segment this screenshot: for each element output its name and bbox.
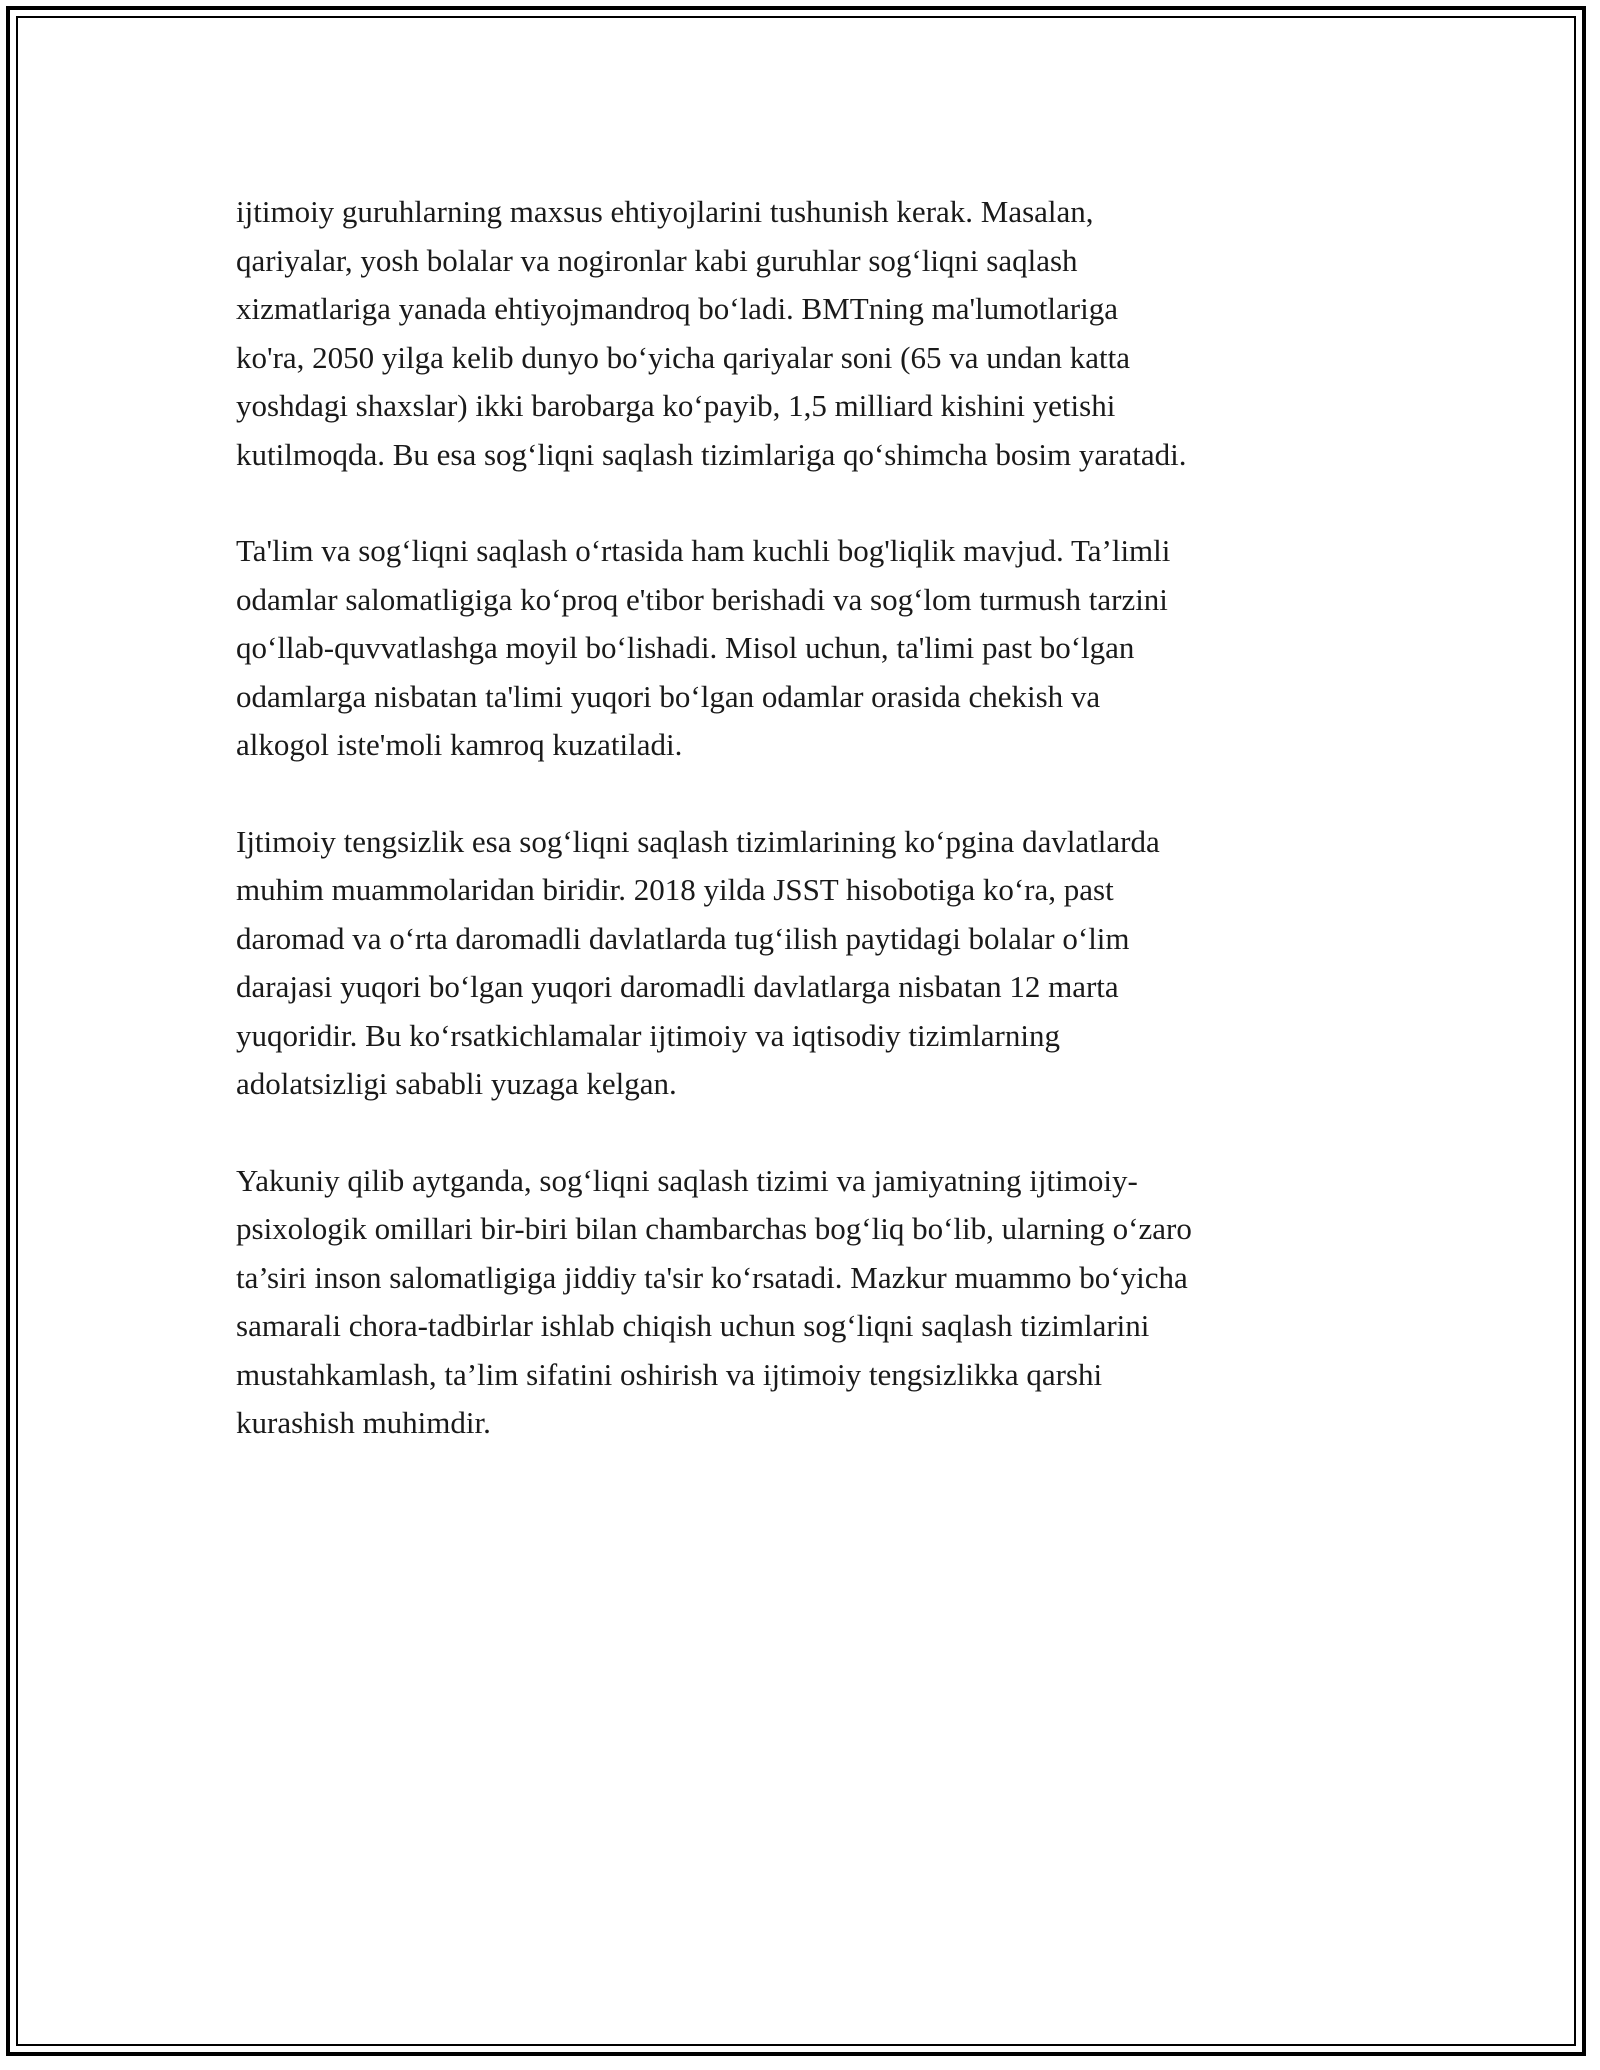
text-line: Yakuniy qilib aytganda, sog‘liqni saqlash tizimi va jamiyatning ijtimoiy-	[236, 1162, 1138, 1198]
text-line: psixologik omillari bir-biri bilan chambarchas bog‘liq bo‘lib, ularning o‘zaro	[236, 1211, 1192, 1246]
text-line: odamlarga nisbatan ta'limi yuqori bo‘lgan odamlar orasida chekish va	[236, 678, 1101, 714]
text-line: xizmatlariga yanada ehtiyojmandroq bo‘ladi. BMTning ma'lumotlariga	[236, 291, 1118, 326]
text-line: mustahkamlash, ta’lim sifatini oshirish va ijtimoiy tengsizlikka qarshi	[236, 1356, 1103, 1392]
text-line: ta’siri inson salomatligiga jiddiy ta'sir ko‘rsatadi. Mazkur muammo bo‘yicha	[236, 1259, 1188, 1295]
text-line: qariyalar, yosh bolalar va nogironlar kabi guruhlar sog‘liqni saqlash	[236, 242, 1078, 278]
paragraph-conclusion	[236, 1157, 1376, 1448]
text-line: daromad va o‘rta daromadli davlatlarda tug‘ilish paytidagi bolalar o‘lim	[236, 920, 1130, 956]
text-line: yuqoridir. Bu ko‘rsatkichlamalar ijtimoiy va iqtisodiy tizimlarning	[236, 1017, 1060, 1053]
text-line: kurashish muhimdir.	[236, 1405, 491, 1440]
text-line: ijtimoiy guruhlarning maxsus ehtiyojlarini tushunish kerak. Masalan,	[236, 194, 1094, 229]
text-line: odamlar salomatligiga ko‘proq e'tibor berishadi va sog‘lom turmush tarzini	[236, 581, 1168, 617]
text-line: Ijtimoiy tengsizlik esa sog‘liqni saqlash tizimlarining ko‘pgina davlatlarda	[236, 823, 1160, 859]
text-line: alkogol iste'moli kamroq kuzatiladi.	[236, 727, 683, 762]
text-line: Ta'lim va sog‘liqni saqlash o‘rtasida ham kuchli bog'liqlik mavjud. Ta’limli	[236, 533, 1171, 568]
text-line: yoshdagi shaxslar) ikki barobarga ko‘payib, 1,5 milliard kishini yetishi	[236, 388, 1116, 423]
text-line: darajasi yuqori bo‘lgan yuqori daromadli davlatlarga nisbatan 12 marta	[236, 969, 1119, 1004]
document-body	[236, 188, 1376, 1496]
text-line: samarali chora-tadbirlar ishlab chiqish uchun sog‘liqni saqlash tizimlarini	[236, 1308, 1150, 1343]
paragraph-education-health	[236, 527, 1376, 770]
text-line: kutilmoqda. Bu esa sog‘liqni saqlash tizimlariga qo‘shimcha bosim yaratadi.	[236, 436, 1187, 472]
paragraph-elderly-groups	[236, 188, 1376, 479]
paragraph-social-inequality	[236, 818, 1376, 1109]
text-line: muhim muammolaridan biridir. 2018 yilda JSST hisobotiga ko‘ra, past	[236, 872, 1114, 907]
text-line: adolatsizligi sababli yuzaga kelgan.	[236, 1066, 677, 1101]
text-line: qo‘llab-quvvatlashga moyil bo‘lishadi. Misol uchun, ta'limi past bo‘lgan	[236, 630, 1135, 665]
text-line: ko'ra, 2050 yilga kelib dunyo bo‘yicha qariyalar soni (65 va undan katta	[236, 339, 1131, 375]
